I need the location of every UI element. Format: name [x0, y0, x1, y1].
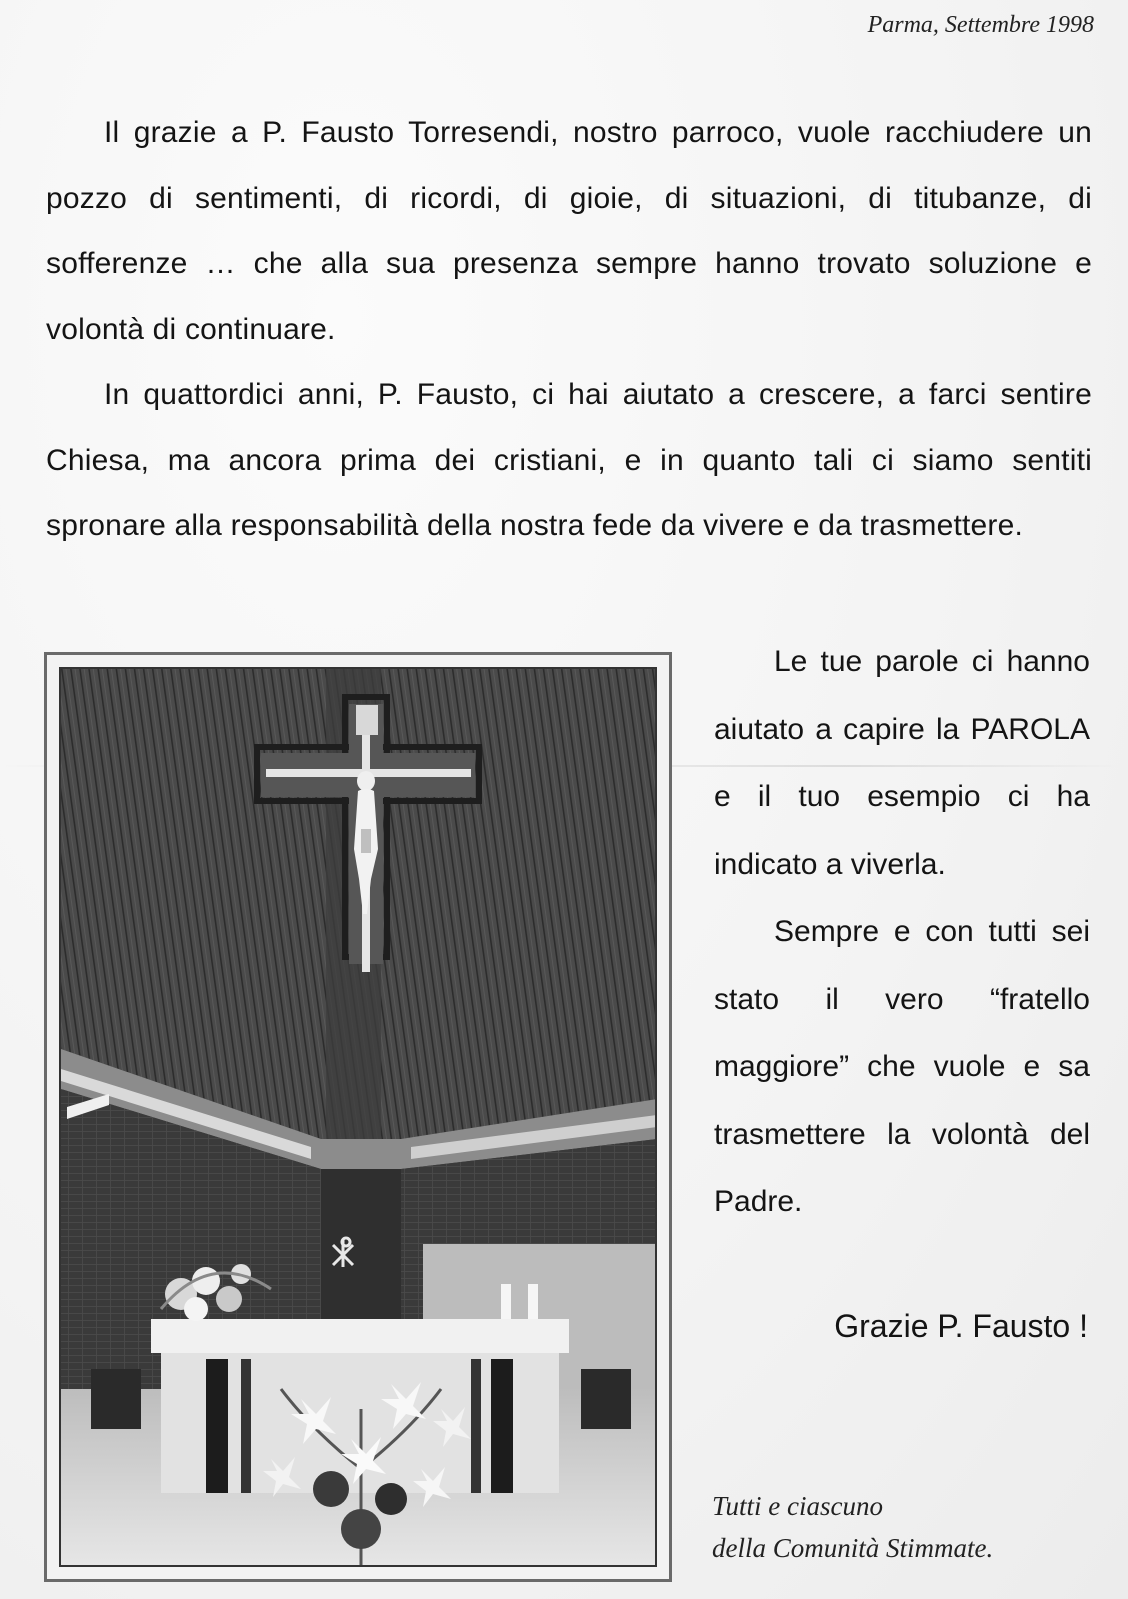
signature-line-1: Tutti e ciascuno [712, 1491, 883, 1521]
church-altar-photo [59, 667, 657, 1567]
intro-text [46, 100, 1092, 559]
signature-line-2: della Comunità Stimmate. [712, 1533, 994, 1563]
intro-paragraph-2: In quattordici anni, P. Fausto, ci hai aiutato a crescere, a farci sentire Chiesa, ma ancora prima dei cristiani, e in quanto tali ci siamo sentiti spronare alla responsabilità della nostra fede da vivere e da trasmettere. [46, 378, 1092, 542]
side-text [714, 628, 1090, 1236]
side-paragraph-1: Le tue parole ci hanno aiutato a capire la PAROLA e il tuo esempio ci ha indicato a viverla. [714, 645, 1090, 881]
church-photo-frame [44, 652, 672, 1582]
church-altar-illustration [61, 669, 657, 1565]
date-line: Parma, Settembre 1998 [867, 12, 1094, 38]
signature [712, 1485, 993, 1569]
intro-paragraph-1: Il grazie a P. Fausto Torresendi, nostro parroco, vuole racchiudere un pozzo di sentimenti, di ricordi, di gioie, di situazioni, di titubanze, di sofferenze … che alla sua presenza sempre hanno trovato soluzione e volontà di continuare. [46, 116, 1092, 346]
side-paragraph-2: Sempre e con tutti sei stato il vero “fratello maggiore” che vuole e sa trasmettere la volontà del Padre. [714, 915, 1090, 1218]
thanks-line: Grazie P. Fausto ! [834, 1308, 1088, 1344]
